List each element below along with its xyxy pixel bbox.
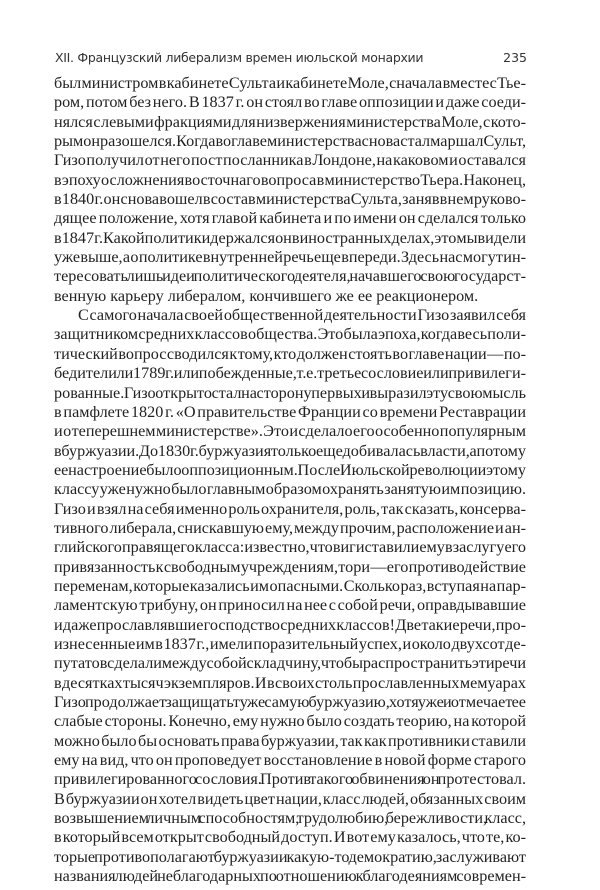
page-number: 235 [503, 50, 527, 65]
text-line: тивного либерала, снискавшую ему, между прочим, расположение и ан- [54, 518, 526, 537]
text-line: в десятках тысяч экземпляров. И в своих столь прославленных мемуарах [54, 673, 526, 692]
text-line: Гизо и взял на себя именно роль охранителя, роль, так сказать, консерва- [54, 499, 526, 518]
text-line: и даже прославлявшие господство средних классов! Две такие речи, про- [54, 615, 526, 634]
text-line: можно было бы основать права буржуазии, так как противники ставили [54, 731, 526, 750]
text-line: возвышением личным способностям, трудолюбию, бережливости, класс, [54, 809, 526, 828]
text-line: и о теперешнем министерстве». Это и сделало его особенно популярным [54, 422, 526, 441]
text-line: С самого начала своей общественной деятельности Гизо заявил себя [78, 306, 526, 325]
text-line: венную карьеру либералом, кончившего же ее реакционером. [54, 286, 479, 305]
text-line: в памфлете 1820 г. «О правительстве Франции со времени Реставрации [54, 402, 526, 421]
text-line: рым он разошелся. Когда во главе министерства снова стал маршал Сульт, [54, 132, 526, 151]
text-line: путатов сделали между собой складчину, чтобы распространить эти речи [54, 654, 526, 673]
text-line: слабые стороны. Конечно, ему нужно было создать теорию, на которой [54, 712, 526, 731]
running-title: XII. Французский либерализм времен июльской монархии [55, 50, 424, 65]
text-line: привилегированного сословия. Против такого обвинения он протестовал. [54, 770, 526, 789]
text-line: ему на вид, что он проповедует восстановление в новой форме старого [54, 751, 526, 770]
text-line: дящее положение, хотя главой кабинета и по имени он сделался только [54, 209, 526, 228]
text-line: в который всем открыт свободный доступ. И вот ему казалось, что те, ко- [54, 828, 526, 847]
text-line: Гизо продолжает защищать ту же самую буржуазию, хотя уже и отмечает ее [54, 693, 526, 711]
text-line: ламентскую трибуну, он приносил на нее с собой речи, оправдывавшие [54, 596, 526, 615]
text-line: в эпоху осложнения восточнаго вопроса в министерство Тьера. Наконец, [54, 170, 526, 189]
running-header [55, 50, 527, 70]
text-line: был министром в кабинете Сульта и кабинете Моле, сначала вместе с Тье- [54, 74, 526, 92]
text-line: тересовать лишь идеи политического деятеля, начавшего свою государст- [54, 267, 526, 286]
text-line: ее настроение было оппозиционным. После Июльской революции этому [54, 460, 526, 479]
text-line: уже выше, а о политике внутренней речь еще впереди. Здесь нас могут ин- [54, 248, 526, 267]
text-line: в 1847 г. Какой политики держался он в иностранных делах, это мы видели [54, 228, 526, 247]
text-line: изнесенные им в 1837 г., имели поразительный успех, и около двухсот де- [54, 634, 526, 653]
text-line: ром, потом без него. В 1837 г. он стоял во главе оппозиции и даже соеди- [54, 93, 526, 112]
text-line: рованные. Гизо открыто стал на сторону первых и выразил эту свою мысль [54, 383, 526, 402]
text-line: переменам, которые казались им опасными. Сколько раз, вступая на пар- [54, 576, 526, 595]
text-line: тический вопрос сводился к тому, кто должен стоять во главе нации — по- [54, 344, 526, 363]
text-line: защитником средних классов общества. Это была эпоха, когда весь поли- [54, 325, 526, 344]
body-text [54, 74, 526, 886]
text-line: в 1840 г. он снова вошел в состав министерства Сульта, заняв в нем руково- [54, 190, 526, 209]
text-line: названия людей неблагодарных по отношению к благодеяниям современ- [54, 867, 526, 886]
text-line: бедители ли 1789 г. или побежденные, т. е. третье сословие или привилеги- [54, 364, 526, 383]
text-line: привязанность к свободным учреждениям, тори — его противодействие [54, 557, 526, 576]
text-line: Гизо получил от него пост посланника в Лондоне, на каковом и оставался [54, 151, 526, 170]
text-line: глийского правящего класса: известно, что виги ставили ему в заслугу его [54, 538, 526, 557]
text-line: классу уже нужно было главным образом охранять занятую им позицию. [54, 480, 526, 499]
text-line: в буржуазии. До 1830 г. буржуазия только еще добивалась власти, а потому [54, 441, 526, 460]
text-line: В буржуазии он хотел видеть цвет нации, класс людей, обязанных своим [54, 789, 526, 808]
paragraph [54, 74, 526, 306]
text-line: торые противополагают буржуазии какую-то демократию, заслуживают [54, 847, 526, 866]
paragraph [54, 306, 526, 886]
text-line: нялся с левыми фракциями для низвержения министерства Моле, с кото- [54, 112, 526, 131]
